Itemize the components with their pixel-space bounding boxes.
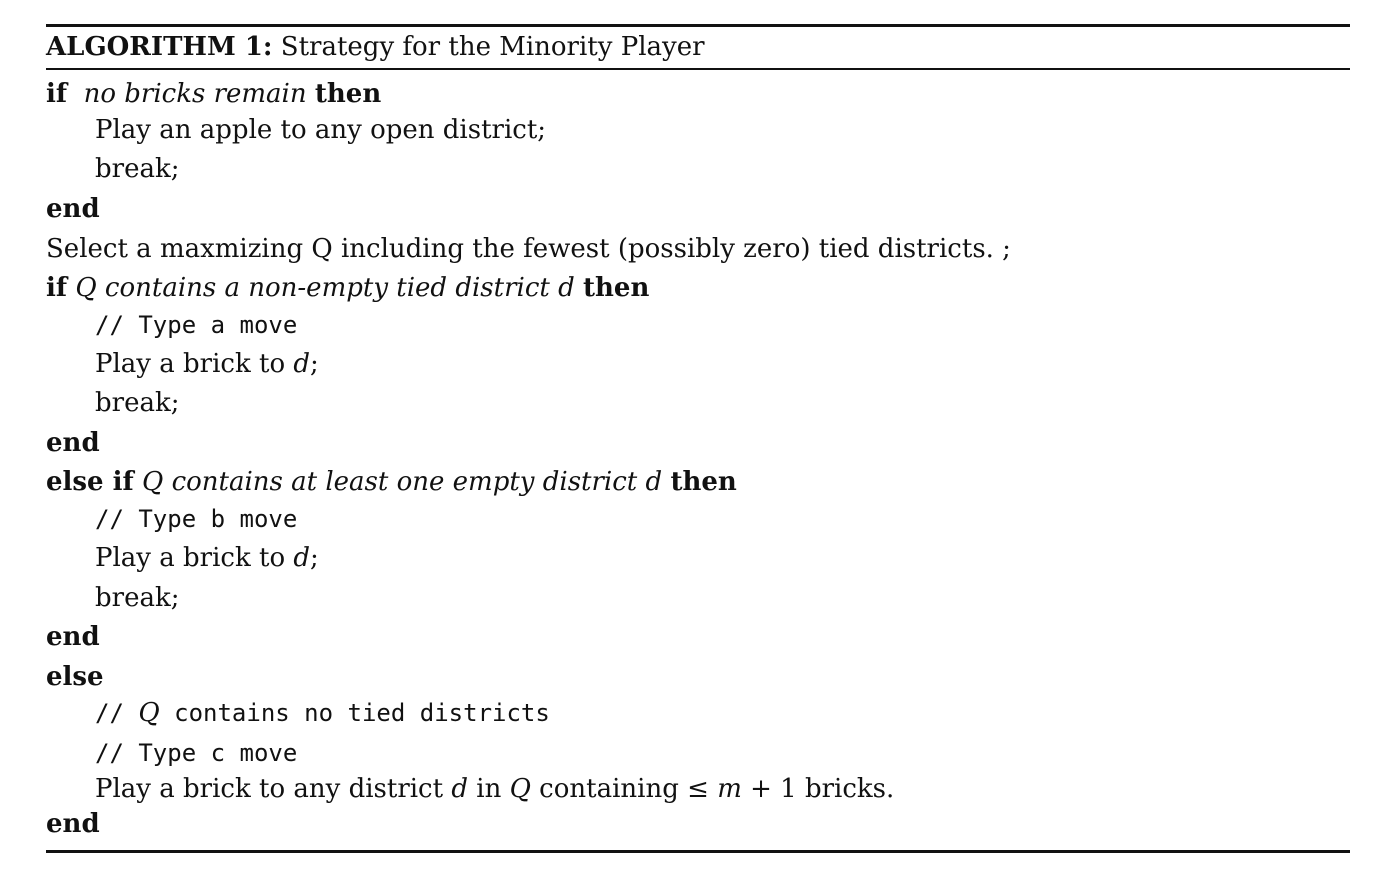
var-d: d bbox=[293, 543, 311, 573]
algorithm-title: Strategy for the Minority Player bbox=[280, 32, 705, 62]
keyword-if: if bbox=[46, 79, 68, 109]
keyword-else-if: else if bbox=[46, 467, 134, 497]
bottom-rule bbox=[46, 850, 1350, 853]
comment-type-b: // Type b move bbox=[95, 505, 298, 533]
line-else: else bbox=[46, 662, 104, 692]
var-q: Q bbox=[509, 774, 531, 804]
play-brick-text: Play a brick to bbox=[95, 543, 294, 573]
text-part: + 1 bricks. bbox=[741, 774, 895, 804]
line-break-1: break; bbox=[95, 154, 180, 184]
comment-type-c: // Type c move bbox=[95, 739, 298, 767]
condition-no-bricks: no bricks remain bbox=[83, 79, 307, 109]
line-play-brick-a bbox=[95, 347, 319, 381]
var-q: Q bbox=[138, 698, 160, 728]
text-part: containing ≤ bbox=[530, 774, 718, 804]
line-play-brick-c bbox=[95, 772, 894, 806]
keyword-then: then bbox=[670, 467, 737, 497]
keyword-then: then bbox=[314, 79, 382, 109]
semicolon: ; bbox=[310, 349, 319, 379]
line-if-no-bricks bbox=[46, 77, 381, 111]
comment-no-tied bbox=[95, 696, 550, 730]
var-d: d bbox=[451, 774, 468, 804]
play-brick-text: Play a brick to bbox=[95, 349, 294, 379]
line-end-2: end bbox=[46, 428, 100, 458]
line-break-2: break; bbox=[95, 388, 180, 418]
var-d: d bbox=[293, 349, 311, 379]
keyword-if: if bbox=[46, 273, 68, 303]
comment-type-a: // Type a move bbox=[95, 311, 298, 339]
caption-rule bbox=[46, 68, 1350, 70]
condition-tied-district: Q contains a non-empty tied district d bbox=[75, 273, 575, 303]
algorithm-label: ALGORITHM 1: bbox=[46, 32, 273, 62]
line-end-3: end bbox=[46, 622, 100, 652]
line-play-apple: Play an apple to any open district; bbox=[95, 115, 547, 145]
line-break-3: break; bbox=[95, 583, 180, 613]
line-select-q: Select a maxmizing Q including the fewest (possibly zero) tied districts. ; bbox=[46, 234, 1011, 264]
line-end-4: end bbox=[46, 809, 100, 839]
line-end-1: end bbox=[46, 194, 100, 224]
semicolon: ; bbox=[310, 543, 319, 573]
algorithm-caption bbox=[46, 30, 705, 64]
line-play-brick-b bbox=[95, 541, 319, 575]
comment-slash: // bbox=[95, 699, 139, 727]
condition-empty-district: Q contains at least one empty district d bbox=[141, 467, 663, 497]
comment-text: contains no tied districts bbox=[159, 699, 550, 727]
text-part: Play a brick to any district bbox=[95, 774, 452, 804]
text-part: in bbox=[468, 774, 510, 804]
var-m: m bbox=[717, 774, 742, 804]
line-else-if-empty-district bbox=[46, 465, 737, 499]
line-if-tied-district bbox=[46, 271, 649, 305]
top-rule bbox=[46, 24, 1350, 27]
keyword-then: then bbox=[583, 273, 650, 303]
